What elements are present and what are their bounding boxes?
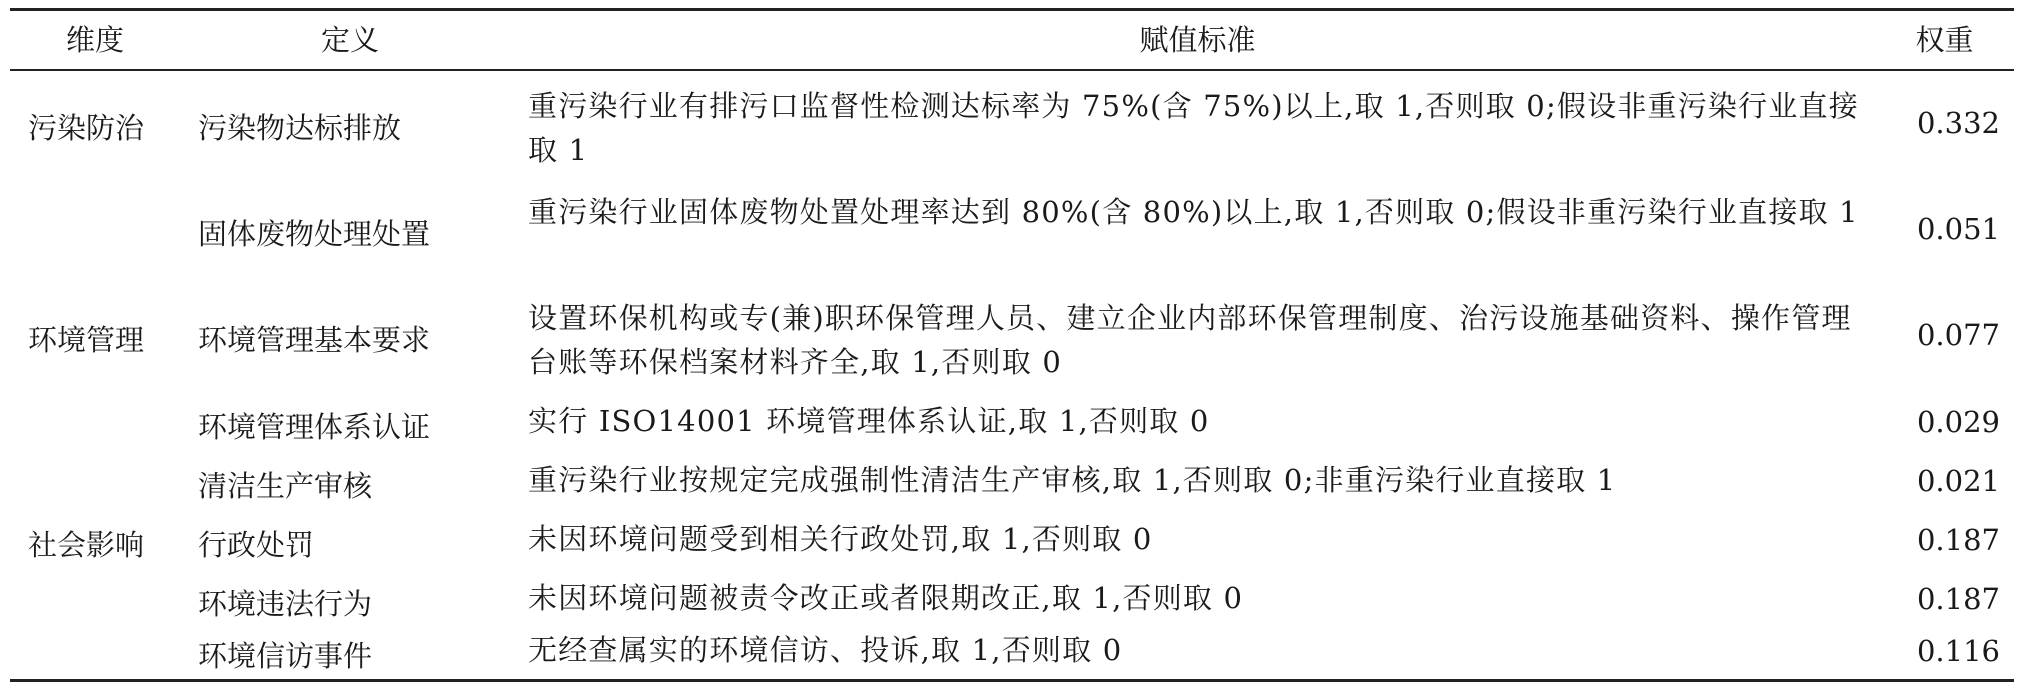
- table-row: [10, 399, 2014, 455]
- header-definition: 定义: [320, 23, 379, 57]
- criteria-cell: 未因环境问题被责令改正或者限期改正,取 1,否则取 0: [528, 581, 1244, 615]
- dimension-cell: 环境管理: [28, 323, 145, 357]
- weight-cell: 0.116: [1916, 634, 2000, 668]
- table-row: [10, 517, 2014, 573]
- header-weight: 权重: [1915, 23, 1974, 57]
- weight-cell: 0.051: [1916, 212, 2000, 246]
- table-header-row: [10, 11, 2014, 69]
- definition-cell: 环境管理体系认证: [198, 410, 431, 444]
- table-row: [10, 78, 2014, 178]
- table-row: [10, 184, 2014, 284]
- weight-cell: 0.332: [1916, 106, 2000, 140]
- definition-cell: 污染物达标排放: [198, 111, 402, 145]
- weight-cell: 0.021: [1916, 464, 2000, 498]
- criteria-cell: 设置环保机构或专(兼)职环保管理人员、建立企业内部环保管理制度、治污设施基础资料、操作管理台账等环保档案材料齐全,取 1,否则取 0: [528, 301, 1852, 379]
- table-bottom-rule: [10, 679, 2014, 682]
- table-row: [10, 290, 2014, 390]
- weight-cell: 0.029: [1916, 405, 2000, 439]
- weight-cell: 0.077: [1916, 318, 2000, 352]
- header-criteria: 赋值标准: [1139, 23, 1256, 57]
- criteria-cell: 重污染行业固体废物处置处理率达到 80%(含 80%)以上,取 1,否则取 0;假设非重污染行业直接取 1: [528, 195, 1859, 229]
- definition-cell: 环境信访事件: [198, 639, 373, 673]
- definition-cell: 清洁生产审核: [198, 469, 373, 503]
- definition-cell: 环境违法行为: [198, 587, 373, 621]
- definition-cell: 行政处罚: [198, 528, 315, 562]
- table-row: [10, 576, 2014, 632]
- criteria-cell: 重污染行业按规定完成强制性清洁生产审核,取 1,否则取 0;非重污染行业直接取 1: [528, 463, 1617, 497]
- table-header-rule: [10, 69, 2014, 71]
- table-row: [10, 630, 2014, 680]
- criteria-cell: 实行 ISO14001 环境管理体系认证,取 1,否则取 0: [528, 404, 1210, 438]
- weight-cell: 0.187: [1916, 523, 2000, 557]
- weight-cell: 0.187: [1916, 582, 2000, 616]
- dimension-cell: 污染防治: [28, 111, 145, 145]
- criteria-cell: 未因环境问题受到相关行政处罚,取 1,否则取 0: [528, 522, 1153, 556]
- criteria-cell: 无经查属实的环境信访、投诉,取 1,否则取 0: [528, 633, 1123, 667]
- definition-cell: 固体废物处理处置: [198, 217, 431, 251]
- definition-cell: 环境管理基本要求: [198, 323, 431, 357]
- header-dimension: 维度: [65, 23, 124, 57]
- criteria-cell: 重污染行业有排污口监督性检测达标率为 75%(含 75%)以上,取 1,否则取 0;假设非重污染行业直接取 1: [528, 89, 1859, 167]
- dimension-cell: 社会影响: [28, 528, 145, 562]
- table-row: [10, 458, 2014, 514]
